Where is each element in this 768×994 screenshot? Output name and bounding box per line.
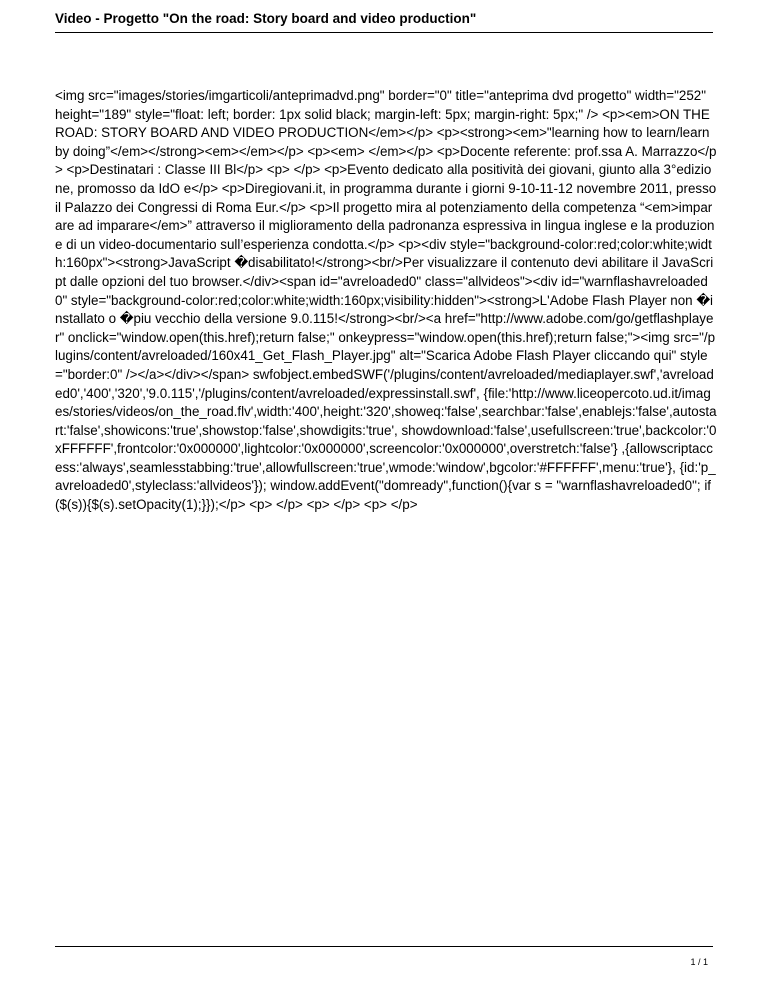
page-title: Video - Progetto "On the road: Story board and video production" [55,11,477,26]
article-body-text: <img src="images/stories/imgarticoli/anteprimadvd.png" border="0" title="anteprima dvd progetto" width="252" height="189" style="float: left; border: 1px solid black; margin-left: 5px; margin-right: 5px;" /> <p><em>ON THE ROAD: STORY BOARD AND VIDEO PRODUCTION</em></p> <p><strong><em>"learning how to learn/learn by doing”</em></strong><em></em></p> <p><em> </em></p> <p>Docente referente: prof.ssa A. Marrazzo</p> <p>Destinatari : Classe III Bl</p> <p> </p> <p>Evento dedicato alla positività dei giovani, giunto alla 3°edizione, promosso da IdO e</p> <p>Diregiovani.it, in programma durante i giorni 9-10-11-12 novembre 2011, presso il Palazzo dei Congressi di Roma Eur.</p> <p>Il progetto mira al potenziamento della competenza “<em>imparare ad imparare</em>” attraverso il miglioramento della padronanza espressiva in lingua inglese e la produzione di un video-documentario sull’esperienza condotta.</p> <p><div style="background-color:red;color:white;width:160px"><strong>JavaScript �disabilitato!</strong><br/>Per visualizzare il contenuto devi abilitare il JavaScript dalle opzioni del tuo browser.</div><span id="avreloaded0" class="allvideos"><div id="warnflashavreloaded0" style="background-color:red;color:white;width:160px;visibility:hidden"><strong>L'Adobe Flash Player non �installato o �piu vecchio della versione 9.0.115!</strong><br/><a href="http://www.adobe.com/go/getflashplayer" onclick="window.open(this.href);return false;" onkeypress="window.open(this.href);return false;"><img src="/plugins/content/avreloaded/160x41_Get_Flash_Player.jpg" alt="Scarica Adobe Flash Player cliccando qui" style="border:0" /></a></div></span> swfobject.embedSWF('/plugins/content/avreloaded/mediaplayer.swf','avreloaded0','400','320','9.0.115','/plugins/content/avreloaded/expressinstall.swf', {file:'http://www.liceopercoto.ud.it/images/stories/videos/on_the_road.flv',width:'400',height:'320',showeq:'false',searchbar:'false',enablejs:'false',autostart:'false',showicons:'true',showstop:'false',showdigits:'true', showdownload:'false',usefullscreen:'true',backcolor:'0xFFFFFF',frontcolor:'0x000000',lightcolor:'0x000000',screencolor:'0x000000',overstretch:'false'} ,{allowscriptaccess:'always',seamlesstabbing:'true',allowfullscreen:'true',wmode:'window',bgcolor:'#FFFFFF',menu:'true'}, {id:'p_avreloaded0',styleclass:'allvideos'}); window.addEvent("domready",function(){var s = "warnflashavreloaded0"; if ($(s)){$(s).setOpacity(1);}});</p> <p> </p> <p> </p> <p> </p> [55,88,717,513]
footer-divider [55,946,713,947]
header-divider [55,32,713,33]
page-number: 1 / 1 [690,957,708,967]
